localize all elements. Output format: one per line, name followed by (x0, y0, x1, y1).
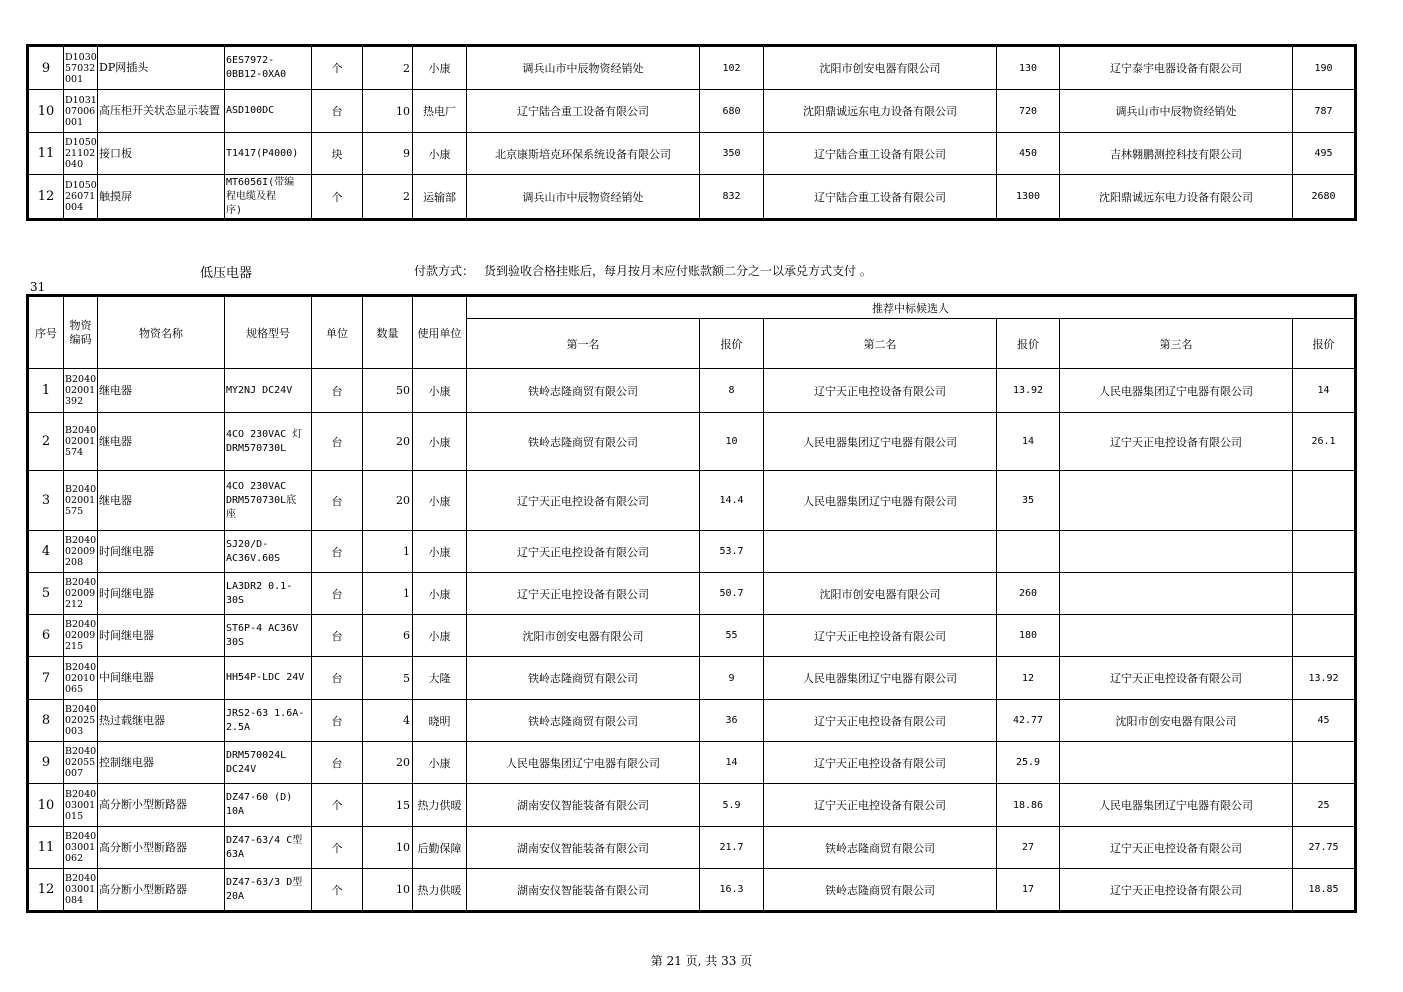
header-seq: 序号 (29, 297, 64, 369)
table-row (29, 827, 1355, 869)
cell-third: 辽宁天正电控设备有限公司 (1060, 413, 1293, 471)
cell-spec: T1417(P4000) (225, 133, 312, 175)
header-candidates: 推荐中标候选人 (467, 297, 1355, 319)
cell-first: 湖南安仪智能装备有限公司 (467, 784, 700, 827)
header-spec: 规格型号 (225, 297, 312, 369)
table-row (29, 784, 1355, 827)
cell-qty: 10 (363, 827, 413, 869)
cell-price-2: 450 (997, 133, 1060, 175)
cell-user: 小康 (413, 47, 467, 90)
cell-price-3 (1293, 471, 1355, 531)
cell-unit: 个 (312, 869, 363, 911)
cell-seq: 9 (29, 47, 64, 90)
cell-second: 沈阳鼎诚远东电力设备有限公司 (764, 90, 997, 133)
cell-qty: 20 (363, 742, 413, 784)
cell-qty: 5 (363, 657, 413, 700)
cell-unit: 个 (312, 47, 363, 90)
cell-unit: 个 (312, 175, 363, 219)
cell-user: 小康 (413, 471, 467, 531)
cell-code: B2040 02009 208 (64, 531, 98, 573)
cell-seq: 12 (29, 869, 64, 911)
cell-price-3: 45 (1293, 700, 1355, 742)
cell-qty: 20 (363, 471, 413, 531)
table-row (29, 90, 1355, 133)
cell-seq: 3 (29, 471, 64, 531)
header-price-3: 报价 (1293, 319, 1355, 369)
cell-price-3: 13.92 (1293, 657, 1355, 700)
cell-price-2: 720 (997, 90, 1060, 133)
cell-code: B2040 02055 007 (64, 742, 98, 784)
cell-price-1: 21.7 (700, 827, 764, 869)
cell-name: 时间继电器 (98, 573, 225, 615)
cell-qty: 1 (363, 573, 413, 615)
cell-second: 人民电器集团辽宁电器有限公司 (764, 471, 997, 531)
cell-code: B2040 03001 062 (64, 827, 98, 869)
cell-name: 继电器 (98, 413, 225, 471)
cell-price-2: 130 (997, 47, 1060, 90)
cell-third (1060, 573, 1293, 615)
table-row (29, 657, 1355, 700)
cell-seq: 11 (29, 827, 64, 869)
cell-spec: HH54P-LDC 24V (225, 657, 312, 700)
cell-price-1: 14.4 (700, 471, 764, 531)
cell-spec: ST6P-4 AC36V 30S (225, 615, 312, 657)
cell-second: 人民电器集团辽宁电器有限公司 (764, 657, 997, 700)
cell-third: 沈阳鼎诚远东电力设备有限公司 (1060, 175, 1293, 219)
cell-third: 人民电器集团辽宁电器有限公司 (1060, 784, 1293, 827)
cell-qty: 1 (363, 531, 413, 573)
cell-first: 铁岭志隆商贸有限公司 (467, 657, 700, 700)
table-row (29, 471, 1355, 531)
cell-price-3: 14 (1293, 369, 1355, 413)
cell-price-3: 18.85 (1293, 869, 1355, 911)
cell-spec: MT6056I(带编 程电缆及程 序) (225, 175, 312, 219)
header-unit: 单位 (312, 297, 363, 369)
cell-unit: 台 (312, 471, 363, 531)
cell-user: 小康 (413, 369, 467, 413)
table-row (29, 742, 1355, 784)
cell-price-1: 10 (700, 413, 764, 471)
cell-name: DP网插头 (98, 47, 225, 90)
cell-price-3 (1293, 531, 1355, 573)
cell-first: 人民电器集团辽宁电器有限公司 (467, 742, 700, 784)
cell-unit: 台 (312, 531, 363, 573)
cell-unit: 个 (312, 827, 363, 869)
cell-first: 铁岭志隆商贸有限公司 (467, 700, 700, 742)
cell-user: 热力供暖 (413, 869, 467, 911)
cell-price-3: 495 (1293, 133, 1355, 175)
cell-price-2 (997, 531, 1060, 573)
cell-unit: 台 (312, 573, 363, 615)
cell-unit: 台 (312, 657, 363, 700)
cell-code: B2040 03001 084 (64, 869, 98, 911)
cell-qty: 10 (363, 869, 413, 911)
cell-user: 热力供暖 (413, 784, 467, 827)
cell-unit: 台 (312, 90, 363, 133)
cell-third: 沈阳市创安电器有限公司 (1060, 700, 1293, 742)
cell-price-1: 16.3 (700, 869, 764, 911)
cell-price-3: 2680 (1293, 175, 1355, 219)
cell-qty: 6 (363, 615, 413, 657)
cell-code: B2040 02009 212 (64, 573, 98, 615)
cell-first: 调兵山市中辰物资经销处 (467, 47, 700, 90)
cell-second: 铁岭志隆商贸有限公司 (764, 869, 997, 911)
cell-seq: 5 (29, 573, 64, 615)
cell-price-1: 14 (700, 742, 764, 784)
cell-spec: 6ES7972- 0BB12-0XA0 (225, 47, 312, 90)
cell-price-2: 14 (997, 413, 1060, 471)
header-price-2: 报价 (997, 319, 1060, 369)
cell-user: 后勤保障 (413, 827, 467, 869)
cell-price-3: 25 (1293, 784, 1355, 827)
cell-seq: 9 (29, 742, 64, 784)
header-user: 使用单位 (413, 297, 467, 369)
cell-price-3: 26.1 (1293, 413, 1355, 471)
main-table (28, 296, 1355, 911)
cell-unit: 个 (312, 784, 363, 827)
cell-spec: DRM570024L DC24V (225, 742, 312, 784)
cell-qty: 10 (363, 90, 413, 133)
cell-second: 沈阳市创安电器有限公司 (764, 47, 997, 90)
cell-price-1: 50.7 (700, 573, 764, 615)
cell-price-2: 18.86 (997, 784, 1060, 827)
cell-code: B2040 03001 015 (64, 784, 98, 827)
cell-name: 高分断小型断路器 (98, 784, 225, 827)
cell-seq: 1 (29, 369, 64, 413)
cell-unit: 台 (312, 700, 363, 742)
cell-second: 辽宁陆合重工设备有限公司 (764, 133, 997, 175)
cell-name: 高压柜开关状态显示装置 (98, 90, 225, 133)
top-table-body (29, 47, 1355, 219)
cell-qty: 2 (363, 47, 413, 90)
cell-first: 湖南安仪智能装备有限公司 (467, 869, 700, 911)
cell-code: B2040 02001 392 (64, 369, 98, 413)
table-row (29, 133, 1355, 175)
table-row (29, 615, 1355, 657)
cell-name: 中间继电器 (98, 657, 225, 700)
cell-second: 人民电器集团辽宁电器有限公司 (764, 413, 997, 471)
cell-price-3 (1293, 742, 1355, 784)
cell-price-1: 9 (700, 657, 764, 700)
cell-spec: JRS2-63 1.6A- 2.5A (225, 700, 312, 742)
cell-seq: 7 (29, 657, 64, 700)
table-row (29, 531, 1355, 573)
cell-spec: MY2NJ DC24V (225, 369, 312, 413)
cell-price-1: 36 (700, 700, 764, 742)
cell-name: 高分断小型断路器 (98, 827, 225, 869)
cell-qty: 15 (363, 784, 413, 827)
cell-price-1: 350 (700, 133, 764, 175)
table-row (29, 573, 1355, 615)
cell-first: 铁岭志隆商贸有限公司 (467, 413, 700, 471)
cell-price-3: 190 (1293, 47, 1355, 90)
cell-seq: 12 (29, 175, 64, 219)
cell-first: 调兵山市中辰物资经销处 (467, 175, 700, 219)
cell-price-2: 180 (997, 615, 1060, 657)
cell-first: 湖南安仪智能装备有限公司 (467, 827, 700, 869)
page-footer: 第 21 页, 共 33 页 (650, 954, 753, 968)
cell-name: 热过载继电器 (98, 700, 225, 742)
cell-code: B2040 02001 575 (64, 471, 98, 531)
cell-user: 小康 (413, 573, 467, 615)
cell-name: 继电器 (98, 471, 225, 531)
section-number: 31 (30, 280, 46, 294)
cell-user: 小康 (413, 413, 467, 471)
cell-first: 北京康斯培克环保系统设备有限公司 (467, 133, 700, 175)
payment-text: 货到验收合格挂账后，每月按月末应付账款额二分之一以承兑方式支付 。 (484, 264, 872, 278)
cell-user: 小康 (413, 742, 467, 784)
header-first: 第一名 (467, 319, 700, 369)
cell-price-2: 13.92 (997, 369, 1060, 413)
cell-first: 辽宁天正电控设备有限公司 (467, 531, 700, 573)
cell-second: 铁岭志隆商贸有限公司 (764, 827, 997, 869)
cell-price-1: 680 (700, 90, 764, 133)
cell-first: 辽宁陆合重工设备有限公司 (467, 90, 700, 133)
cell-second: 辽宁天正电控设备有限公司 (764, 369, 997, 413)
cell-qty: 4 (363, 700, 413, 742)
cell-spec: LA3DR2 0.1- 30S (225, 573, 312, 615)
cell-third: 人民电器集团辽宁电器有限公司 (1060, 369, 1293, 413)
cell-user: 晓明 (413, 700, 467, 742)
table-row (29, 700, 1355, 742)
cell-name: 时间继电器 (98, 531, 225, 573)
cell-price-3 (1293, 573, 1355, 615)
cell-seq: 11 (29, 133, 64, 175)
cell-price-2: 25.9 (997, 742, 1060, 784)
cell-second: 辽宁天正电控设备有限公司 (764, 784, 997, 827)
cell-third: 辽宁泰宇电器设备有限公司 (1060, 47, 1293, 90)
cell-price-3 (1293, 615, 1355, 657)
cell-price-1: 102 (700, 47, 764, 90)
cell-code: B2040 02025 003 (64, 700, 98, 742)
cell-spec: 4CO 230VAC 灯 DRM570730L (225, 413, 312, 471)
section-title: 低压电器 (200, 266, 253, 281)
cell-code: B2040 02010 065 (64, 657, 98, 700)
cell-price-1: 8 (700, 369, 764, 413)
cell-price-2: 12 (997, 657, 1060, 700)
cell-user: 热电厂 (413, 90, 467, 133)
cell-code: B2040 02001 574 (64, 413, 98, 471)
table-row (29, 47, 1355, 90)
cell-second (764, 531, 997, 573)
cell-third (1060, 742, 1293, 784)
cell-price-2: 1300 (997, 175, 1060, 219)
cell-user: 运输部 (413, 175, 467, 219)
cell-price-1: 55 (700, 615, 764, 657)
cell-third: 辽宁天正电控设备有限公司 (1060, 657, 1293, 700)
table-row (29, 369, 1355, 413)
cell-code: D1050 21102 040 (64, 133, 98, 175)
cell-price-3: 27.75 (1293, 827, 1355, 869)
table-row (29, 869, 1355, 911)
cell-name: 触摸屏 (98, 175, 225, 219)
cell-qty: 2 (363, 175, 413, 219)
cell-price-1: 5.9 (700, 784, 764, 827)
cell-third: 辽宁天正电控设备有限公司 (1060, 827, 1293, 869)
cell-seq: 8 (29, 700, 64, 742)
cell-name: 高分断小型断路器 (98, 869, 225, 911)
cell-seq: 10 (29, 784, 64, 827)
cell-spec: ASD100DC (225, 90, 312, 133)
cell-third: 调兵山市中辰物资经销处 (1060, 90, 1293, 133)
cell-second: 辽宁陆合重工设备有限公司 (764, 175, 997, 219)
cell-user: 小康 (413, 133, 467, 175)
cell-name: 接口板 (98, 133, 225, 175)
cell-spec: DZ47-63/3 D型 20A (225, 869, 312, 911)
header-price-1: 报价 (700, 319, 764, 369)
cell-unit: 台 (312, 369, 363, 413)
cell-code: D1031 07006 001 (64, 90, 98, 133)
cell-spec: 4CO 230VAC DRM570730L底 座 (225, 471, 312, 531)
cell-third (1060, 471, 1293, 531)
cell-first: 沈阳市创安电器有限公司 (467, 615, 700, 657)
cell-price-1: 53.7 (700, 531, 764, 573)
cell-seq: 2 (29, 413, 64, 471)
header-qty: 数量 (363, 297, 413, 369)
cell-name: 控制继电器 (98, 742, 225, 784)
cell-user: 大隆 (413, 657, 467, 700)
header-code: 物资 编码 (64, 297, 98, 369)
header-name: 物资名称 (98, 297, 225, 369)
cell-seq: 4 (29, 531, 64, 573)
cell-price-1: 832 (700, 175, 764, 219)
table-row (29, 175, 1355, 219)
top-table (28, 46, 1355, 219)
cell-unit: 台 (312, 742, 363, 784)
payment-label: 付款方式： (414, 264, 475, 278)
cell-unit: 台 (312, 615, 363, 657)
cell-seq: 6 (29, 615, 64, 657)
cell-price-2: 35 (997, 471, 1060, 531)
cell-qty: 9 (363, 133, 413, 175)
main-table-body (29, 369, 1355, 911)
table-row (29, 413, 1355, 471)
cell-unit: 块 (312, 133, 363, 175)
cell-spec: DZ47-60 (D) 10A (225, 784, 312, 827)
cell-price-3: 787 (1293, 90, 1355, 133)
cell-price-2: 17 (997, 869, 1060, 911)
cell-qty: 20 (363, 413, 413, 471)
cell-name: 时间继电器 (98, 615, 225, 657)
header-second: 第二名 (764, 319, 997, 369)
cell-unit: 台 (312, 413, 363, 471)
cell-code: D1050 26071 004 (64, 175, 98, 219)
cell-code: D1030 57032 001 (64, 47, 98, 90)
cell-third (1060, 531, 1293, 573)
cell-second: 辽宁天正电控设备有限公司 (764, 615, 997, 657)
cell-code: B2040 02009 215 (64, 615, 98, 657)
cell-price-2: 27 (997, 827, 1060, 869)
cell-user: 小康 (413, 615, 467, 657)
cell-spec: DZ47-63/4 C型 63A (225, 827, 312, 869)
cell-first: 铁岭志隆商贸有限公司 (467, 369, 700, 413)
cell-second: 辽宁天正电控设备有限公司 (764, 700, 997, 742)
cell-seq: 10 (29, 90, 64, 133)
cell-first: 辽宁天正电控设备有限公司 (467, 573, 700, 615)
cell-third: 吉林翱鹏测控科技有限公司 (1060, 133, 1293, 175)
cell-name: 继电器 (98, 369, 225, 413)
cell-spec: SJ20/D- AC36V.60S (225, 531, 312, 573)
cell-first: 辽宁天正电控设备有限公司 (467, 471, 700, 531)
cell-second: 沈阳市创安电器有限公司 (764, 573, 997, 615)
cell-qty: 50 (363, 369, 413, 413)
cell-third: 辽宁天正电控设备有限公司 (1060, 869, 1293, 911)
header-third: 第三名 (1060, 319, 1293, 369)
cell-price-2: 42.77 (997, 700, 1060, 742)
cell-user: 小康 (413, 531, 467, 573)
cell-price-2: 260 (997, 573, 1060, 615)
cell-second: 辽宁天正电控设备有限公司 (764, 742, 997, 784)
cell-third (1060, 615, 1293, 657)
